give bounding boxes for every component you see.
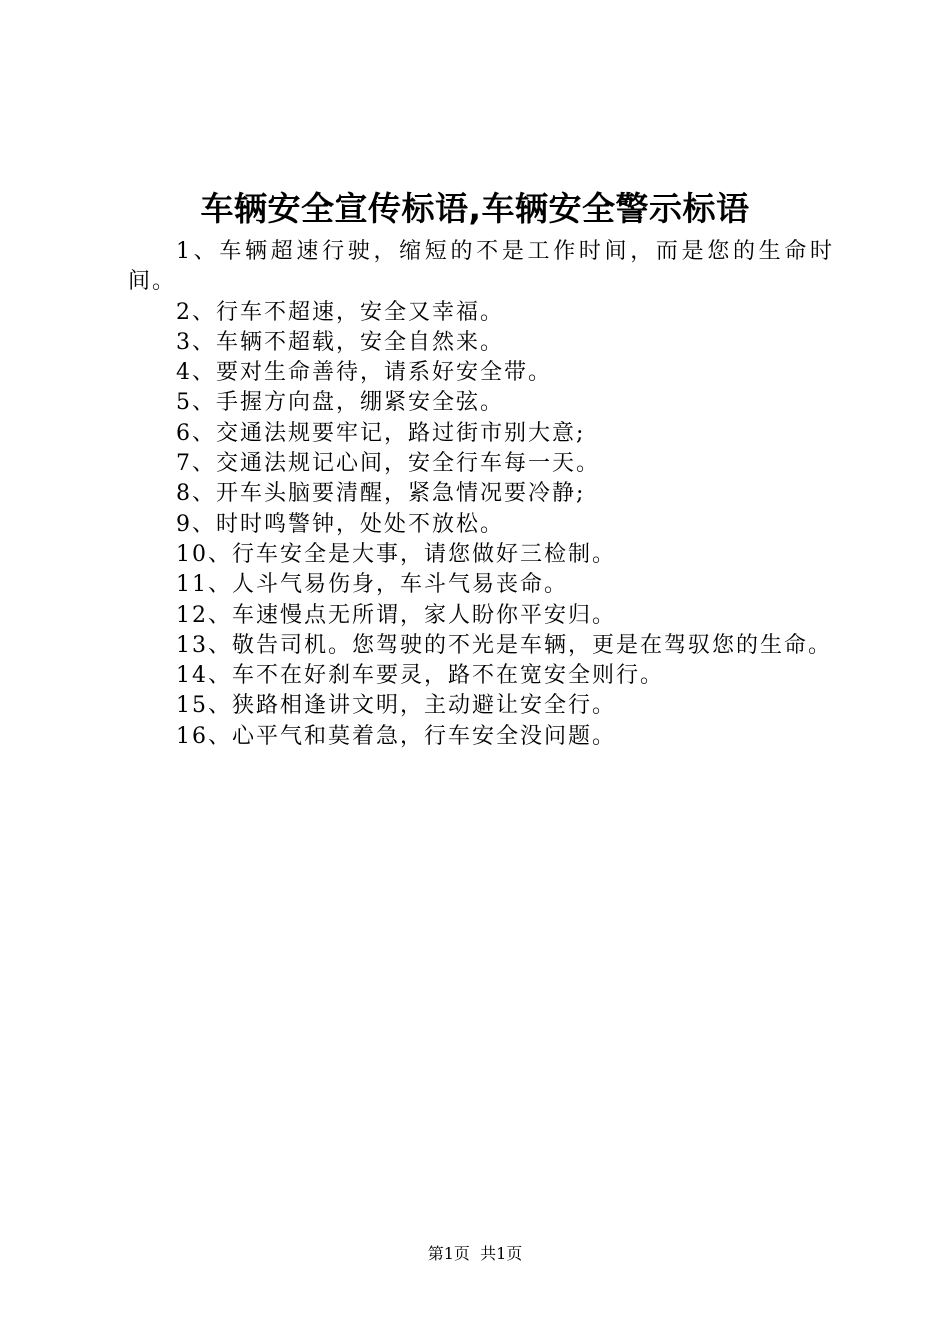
slogan-item: 15、狭路相逢讲文明，主动避让安全行。 — [176, 693, 616, 719]
slogan-list — [128, 237, 834, 752]
slogan-item: 9、时时鸣警钟，处处不放松。 — [176, 511, 504, 537]
slogan-item: 3、车辆不超载，安全自然来。 — [176, 329, 504, 355]
page-footer — [0, 1242, 950, 1266]
slogan-item: 10、行车安全是大事，请您做好三检制。 — [176, 541, 616, 567]
slogan-item: 2、行车不超速，安全又幸福。 — [176, 299, 504, 325]
slogan-item: 14、车不在好刹车要灵，路不在宽安全则行。 — [176, 663, 664, 689]
slogan-item: 4、要对生命善待，请系好安全带。 — [176, 360, 552, 386]
slogan-item: 13、敬告司机。您驾驶的不光是车辆，更是在驾驭您的生命。 — [176, 632, 832, 658]
slogan-item: 16、心平气和莫着急，行车安全没问题。 — [176, 723, 616, 749]
slogan-item: 1、车辆超速行驶，缩短的不是工作时间，而是您的生命时间。 — [128, 239, 834, 295]
slogan-item: 8、开车头脑要清醒，紧急情况要冷静; — [176, 481, 586, 507]
slogan-item: 7、交通法规记心间，安全行车每一天。 — [176, 451, 600, 477]
page-number-label: 第1页 共1页 — [427, 1244, 523, 1263]
document-title: 车辆安全宣传标语,车辆安全警示标语 — [200, 189, 750, 228]
slogan-item: 11、人斗气易伤身，车斗气易丧命。 — [176, 572, 568, 598]
slogan-item: 6、交通法规要牢记，路过街市别大意; — [176, 420, 586, 446]
slogan-item: 5、手握方向盘，绷紧安全弦。 — [176, 390, 504, 416]
slogan-item: 12、车速慢点无所谓，家人盼你平安归。 — [176, 602, 616, 628]
